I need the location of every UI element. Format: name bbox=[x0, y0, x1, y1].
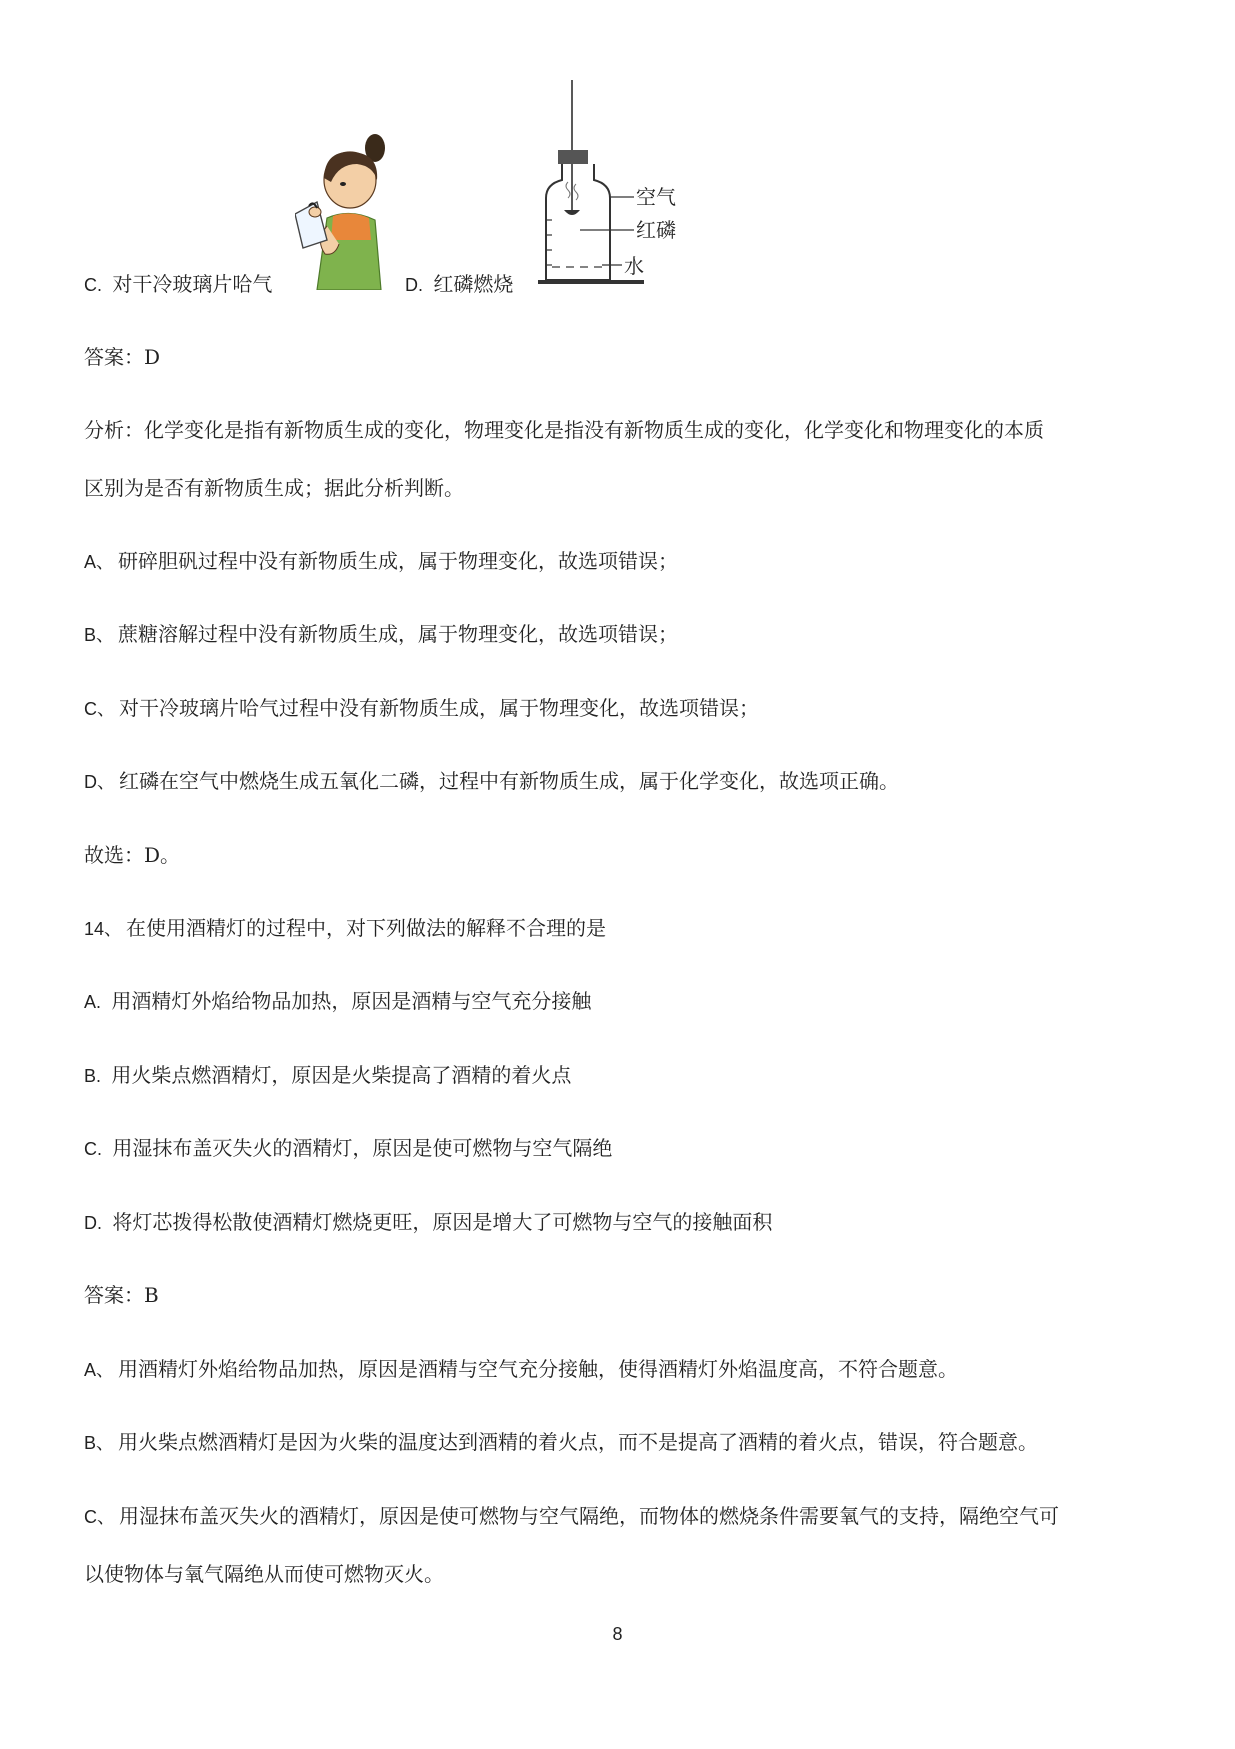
option-prefix: D. bbox=[405, 275, 423, 295]
item-text: 对干冷玻璃片哈气过程中没有新物质生成，属于物理变化，故选项错误； bbox=[119, 696, 759, 720]
q14-option-c bbox=[84, 1134, 612, 1163]
q14-explanation-b bbox=[84, 1428, 1038, 1457]
q13-analysis-line1: 分析：化学变化是指有新物质生成的变化，物理变化是指没有新物质生成的变化，化学变化和物理变化的本质 bbox=[84, 418, 1044, 442]
q14-option-a bbox=[84, 987, 591, 1016]
item-text: 用火柴点燃酒精灯是因为火柴的温度达到酒精的着火点，而不是提高了酒精的着火点，错误，符合题意。 bbox=[118, 1430, 1039, 1454]
item-prefix: A、 bbox=[84, 1360, 115, 1380]
q14-explanation-c bbox=[84, 1502, 1059, 1531]
item-text: 研碎胆矾过程中没有新物质生成，属于物理变化，故选项错误； bbox=[118, 549, 679, 573]
item-text: 红磷在空气中燃烧生成五氧化二磷，过程中有新物质生成，属于化学变化，故选项正确。 bbox=[119, 769, 899, 793]
option-text: 用酒精灯外焰给物品加热，原因是酒精与空气充分接触 bbox=[111, 989, 592, 1013]
q13-analysis-line2: 区别为是否有新物质生成；据此分析判断。 bbox=[84, 476, 464, 500]
item-text: 蔗糖溶解过程中没有新物质生成，属于物理变化，故选项错误； bbox=[118, 622, 679, 646]
option-prefix: C. bbox=[84, 1139, 102, 1159]
q13-answer: 答案：D bbox=[84, 345, 161, 369]
label-red-phosphorus: 红磷 bbox=[636, 218, 676, 242]
option-prefix: B. bbox=[84, 1066, 102, 1086]
option-text: 将灯芯拨得松散使酒精灯燃烧更旺，原因是增大了可燃物与空气的接触面积 bbox=[112, 1210, 773, 1234]
label-air: 空气 bbox=[636, 185, 676, 209]
q14-explanation-a bbox=[84, 1355, 958, 1384]
q14-explanation-c-line2: 以使物体与氧气隔绝从而使可燃物灭火。 bbox=[84, 1562, 444, 1586]
option-text: 对干冷玻璃片哈气 bbox=[112, 272, 273, 296]
option-prefix: A. bbox=[84, 992, 102, 1012]
item-prefix: D、 bbox=[84, 772, 115, 792]
item-prefix: C、 bbox=[84, 1507, 115, 1527]
red-phosphorus-jar-diagram bbox=[538, 80, 698, 290]
option-text: 用火柴点燃酒精灯，原因是火柴提高了酒精的着火点 bbox=[111, 1063, 572, 1087]
item-prefix: C、 bbox=[84, 699, 115, 719]
item-text: 用酒精灯外焰给物品加热，原因是酒精与空气充分接触，使得酒精灯外焰温度高，不符合题意。 bbox=[118, 1357, 959, 1381]
option-c-figure bbox=[84, 270, 272, 299]
q14-answer: 答案：B bbox=[84, 1283, 159, 1307]
page-number: 8 bbox=[612, 1624, 623, 1644]
q13-item-b bbox=[84, 620, 678, 649]
q14-option-b bbox=[84, 1061, 571, 1090]
item-prefix: A、 bbox=[84, 552, 115, 572]
q14-option-d bbox=[84, 1208, 772, 1237]
item-prefix: B、 bbox=[84, 1433, 115, 1453]
option-text: 用湿抹布盖灭失火的酒精灯，原因是使可燃物与空气隔绝 bbox=[112, 1136, 613, 1160]
q13-item-a bbox=[84, 547, 678, 576]
option-d-figure bbox=[405, 270, 513, 299]
option-prefix: C. bbox=[84, 275, 102, 295]
q13-item-c bbox=[84, 694, 759, 723]
label-water: 水 bbox=[624, 254, 644, 278]
item-prefix: B、 bbox=[84, 625, 115, 645]
q14-question bbox=[84, 914, 606, 943]
question-text: 在使用酒精灯的过程中，对下列做法的解释不合理的是 bbox=[126, 916, 607, 940]
girl-breathing-on-glass-illustration bbox=[295, 130, 395, 290]
option-text: 红磷燃烧 bbox=[433, 272, 514, 296]
question-number: 14、 bbox=[84, 919, 123, 939]
q13-item-d bbox=[84, 767, 899, 796]
q13-choice: 故选：D。 bbox=[84, 843, 181, 867]
item-text: 用湿抹布盖灭失火的酒精灯，原因是使可燃物与空气隔绝，而物体的燃烧条件需要氧气的支持，隔绝空气可 bbox=[119, 1504, 1059, 1528]
option-prefix: D. bbox=[84, 1213, 102, 1233]
